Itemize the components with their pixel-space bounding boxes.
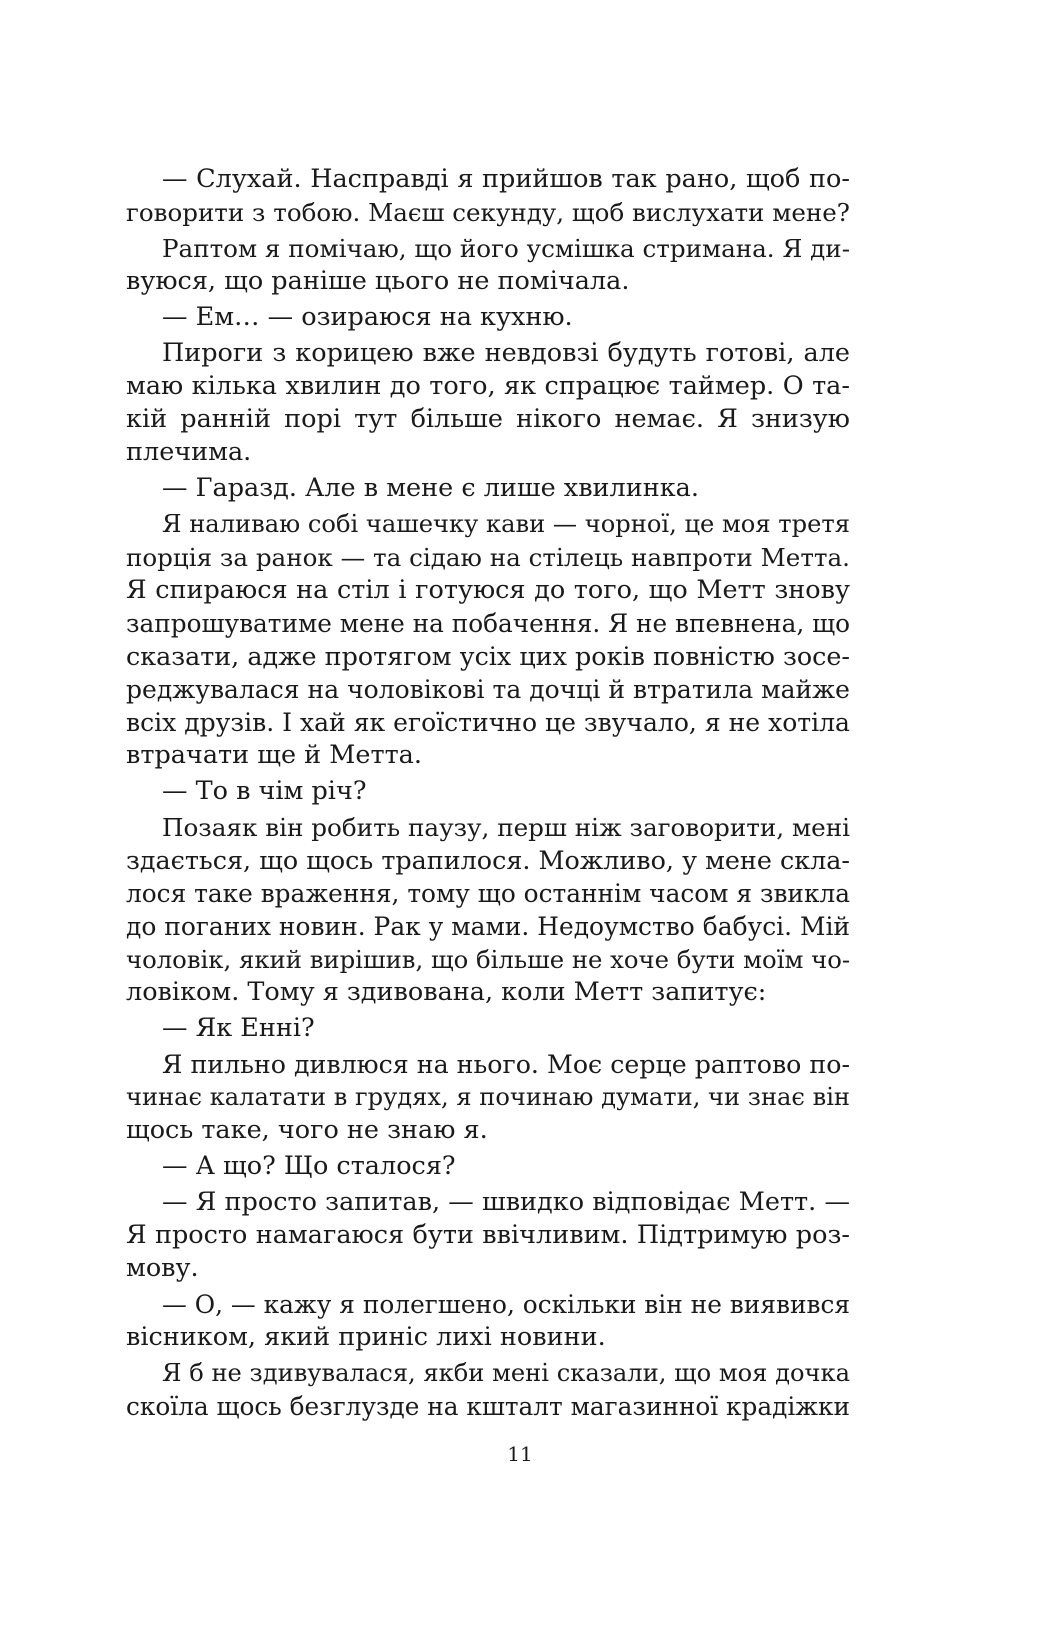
text-line: Я б не здивувалася, якби мені сказали, що моя дочка <box>162 1359 850 1387</box>
text-line: — Слухай. Насправді я прийшов так рано, щоб по- <box>162 164 850 194</box>
paragraph <box>126 1357 850 1423</box>
paragraph <box>126 472 850 505</box>
text-line: лося таке враження, тому що останнім часом я звикла <box>126 879 850 908</box>
page-number: 11 <box>507 1442 533 1466</box>
text-line: Позаяк він робить паузу, перш ніж заговорити, мені <box>162 813 850 842</box>
text-line: — Ем… — озираюся на кухню. <box>162 302 573 332</box>
paragraph <box>126 1186 850 1285</box>
text-line: — Як Енні? <box>162 1013 315 1043</box>
text-line: Раптом я помічаю, що його усмішка стримана. Я ди- <box>162 234 850 263</box>
paragraph <box>126 232 850 298</box>
text-line: — То в чім річ? <box>162 776 367 806</box>
text-line: — Я просто запитав, — швидко відповідає Метт. — <box>162 1187 850 1217</box>
paragraph <box>126 163 850 229</box>
text-line: щось таке, чого не знаю я. <box>126 1115 488 1145</box>
paragraph <box>126 1288 850 1354</box>
text-line: чинає калатати в грудях, я починаю думати, чи знає він <box>126 1083 850 1111</box>
paragraph <box>126 1150 850 1183</box>
text-line: — Гаразд. Але в мене є лише хвилинка. <box>162 473 699 503</box>
text-line: вісником, який приніс лихі новини. <box>126 1322 606 1352</box>
text-line: ловіком. Тому я здивована, коли Метт запитує: <box>126 977 767 1007</box>
paragraph <box>126 1048 850 1147</box>
text-line: скоїла щось безглузде на кшталт магазинної крадіжки <box>126 1392 850 1421</box>
text-line: Я спираюся на стіл і готуюся до того, що Метт знову <box>126 575 850 605</box>
text-line: Я просто намагаюся бути ввічливим. Підтримую роз- <box>126 1220 850 1250</box>
text-line: порція за ранок — та сідаю на стілець навпроти Метта. <box>126 543 850 572</box>
body-text <box>126 163 850 1423</box>
text-line: маю кілька хвилин до того, як спрацює таймер. О та- <box>126 371 850 401</box>
text-line: мову. <box>126 1253 199 1283</box>
text-line: — О, — кажу я полегшено, оскільки він не виявився <box>162 1290 850 1319</box>
text-line: говорити з тобою. Маєш секунду, щоб вислухати мене? <box>126 198 850 227</box>
text-line: Я наливаю собі чашечку кави — чорної, це моя третя <box>162 510 850 538</box>
paragraph <box>126 1012 850 1045</box>
text-line: — А що? Що сталося? <box>162 1151 456 1181</box>
text-line: втрачати ще й Метта. <box>126 740 422 770</box>
text-line: запрошуватиме мене на побачення. Я не впевнена, що <box>126 609 851 638</box>
text-line: Пироги з корицею вже невдовзі будуть готові, але <box>162 338 850 368</box>
paragraph <box>126 337 850 469</box>
text-line: всіх друзів. І хай як егоїстично це звучало, я не хотіла <box>126 708 850 737</box>
text-line: здається, що щось трапилося. Можливо, у мене скла- <box>126 845 850 875</box>
text-line: кій ранній порі тут більше нікого немає. Я знизую <box>126 404 850 434</box>
text-line: до поганих новин. Рак у мами. Недоумство бабусі. Мій <box>126 912 851 941</box>
text-line: чоловік, який вирішив, що більше не хоче бути моїм чо- <box>126 945 851 974</box>
paragraph <box>126 811 850 1009</box>
text-line: плечима. <box>126 437 252 467</box>
paragraph <box>126 301 850 334</box>
text-line: реджувалася на чоловікові та дочці й втратила майже <box>126 675 850 704</box>
text-line: Я пильно дивлюся на нього. Моє серце раптово по- <box>162 1050 850 1079</box>
text-line: сказати, адже протягом усіх цих років повністю зосе- <box>126 641 850 671</box>
text-line: вуюся, що раніше цього не помічала. <box>126 266 630 296</box>
paragraph <box>126 508 850 772</box>
paragraph <box>126 775 850 808</box>
